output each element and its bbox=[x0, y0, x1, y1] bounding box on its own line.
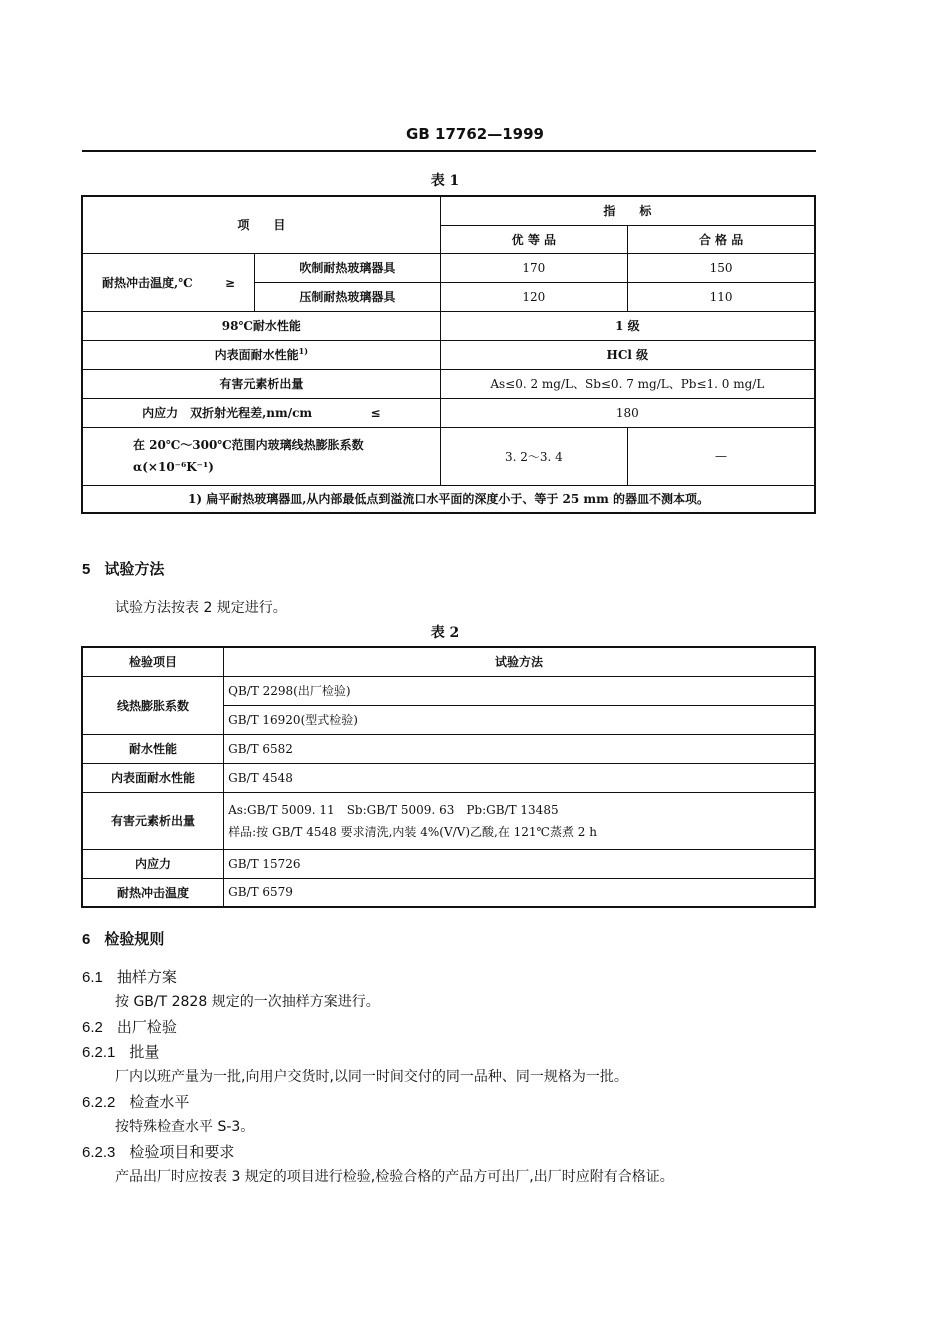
table1-header-qualified: 合 格 品 bbox=[628, 225, 815, 253]
thermal-shock-op: ≥ bbox=[224, 275, 236, 290]
t2-water-item: 耐水性能 bbox=[82, 734, 224, 763]
s623-number: 6.2.3 bbox=[82, 1144, 116, 1161]
section6-number: 6 bbox=[82, 931, 91, 948]
t2-stress-item: 内应力 bbox=[82, 849, 224, 878]
t2-harmful-item: 有害元素析出量 bbox=[82, 792, 224, 849]
s62-number: 6.2 bbox=[82, 1019, 103, 1036]
table1-header-indicator: 指 标 bbox=[440, 196, 815, 225]
water98-label: 98℃耐水性能 bbox=[82, 311, 440, 340]
table2-caption: 表 2 bbox=[430, 625, 460, 641]
s622-heading bbox=[82, 1091, 189, 1112]
table1-footnote: 1) 扁平耐热玻璃器皿,从内部最低点到溢流口水平面的深度小于、等于 25 mm 的器皿不测本项。 bbox=[82, 485, 815, 513]
t2-expansion-item: 线热膨胀系数 bbox=[82, 676, 224, 734]
section6-heading bbox=[82, 928, 164, 949]
thermal-shock-label: 耐热冲击温度,℃ bbox=[102, 275, 193, 290]
section5-number: 5 bbox=[82, 561, 91, 578]
thermal-shock-sub1-qualified: 150 bbox=[628, 253, 815, 282]
s62-title: 出厂检验 bbox=[116, 1018, 177, 1036]
table1-caption: 表 1 bbox=[430, 173, 460, 189]
s61-title: 抽样方案 bbox=[116, 968, 177, 986]
section5-heading bbox=[82, 558, 164, 579]
thermal-shock-sub1-name: 吹制耐热玻璃器具 bbox=[255, 253, 441, 282]
s623-heading bbox=[82, 1141, 234, 1162]
stress-label: 内应力 双折射光程差,nm/cm bbox=[142, 406, 313, 420]
t2-thermal-shock-method: GB/T 6579 bbox=[224, 878, 815, 907]
water98-value: 1 级 bbox=[440, 311, 815, 340]
s622-text: 按特殊检查水平 S-3。 bbox=[115, 1119, 255, 1135]
thermal-shock-sub2-premium: 120 bbox=[440, 282, 627, 311]
table1-header-premium: 优 等 品 bbox=[440, 225, 627, 253]
t2-inner-water-method: GB/T 4548 bbox=[224, 763, 815, 792]
expansion-qualified: — bbox=[628, 427, 815, 485]
section5-title: 试验方法 bbox=[104, 560, 165, 578]
inner-water-label-cell bbox=[82, 340, 440, 369]
table2-col-method: 试验方法 bbox=[224, 647, 815, 676]
s62-heading bbox=[82, 1016, 177, 1037]
stress-label-cell bbox=[82, 398, 440, 427]
thermal-shock-sub2-qualified: 110 bbox=[628, 282, 815, 311]
expansion-premium: 3. 2～3. 4 bbox=[440, 427, 627, 485]
table1-header-item: 项 目 bbox=[82, 196, 440, 253]
s622-title: 检查水平 bbox=[129, 1093, 190, 1111]
t2-inner-water-item: 内表面耐水性能 bbox=[82, 763, 224, 792]
t2-harmful-method2: 样品:按 GB/T 4548 要求清洗,内装 4%(V/V)乙酸,在 121℃蒸煮 2 h bbox=[228, 824, 597, 839]
header-divider bbox=[82, 150, 816, 152]
t2-thermal-shock-item: 耐热冲击温度 bbox=[82, 878, 224, 907]
table2 bbox=[81, 646, 816, 908]
standard-code-header: GB 17762—1999 bbox=[406, 125, 544, 143]
inner-water-label: 内表面耐水性能 bbox=[214, 348, 299, 362]
expansion-label-line2: α(×10⁻⁶K⁻¹) bbox=[133, 460, 214, 474]
table1 bbox=[81, 195, 816, 514]
expansion-label-line1: 在 20℃～300℃范围内玻璃线热膨胀系数 bbox=[133, 438, 364, 452]
harmful-value: As≤0. 2 mg/L、Sb≤0. 7 mg/L、Pb≤1. 0 mg/L bbox=[440, 369, 815, 398]
s622-number: 6.2.2 bbox=[82, 1094, 116, 1111]
thermal-shock-sub2-name: 压制耐热玻璃器具 bbox=[255, 282, 441, 311]
s623-title: 检验项目和要求 bbox=[129, 1143, 235, 1161]
t2-harmful-method1: As:GB/T 5009. 11 Sb:GB/T 5009. 63 Pb:GB/T 13485 bbox=[228, 802, 559, 817]
section5-text: 试验方法按表 2 规定进行。 bbox=[115, 600, 287, 616]
t2-expansion-method1: QB/T 2298(出厂检验) bbox=[224, 676, 815, 705]
section6-title: 检验规则 bbox=[104, 930, 165, 948]
s61-text: 按 GB/T 2828 规定的一次抽样方案进行。 bbox=[115, 994, 380, 1010]
thermal-shock-sub1-premium: 170 bbox=[440, 253, 627, 282]
s621-heading bbox=[82, 1041, 159, 1062]
s623-text: 产品出厂时应按表 3 规定的项目进行检验,检验合格的产品方可出厂,出厂时应附有合格证。 bbox=[115, 1169, 674, 1185]
table2-col-item: 检验项目 bbox=[82, 647, 224, 676]
harmful-label: 有害元素析出量 bbox=[82, 369, 440, 398]
stress-value: 180 bbox=[440, 398, 815, 427]
inner-water-value: HCl 级 bbox=[440, 340, 815, 369]
footnote-marker: 1) bbox=[298, 346, 309, 356]
t2-water-method: GB/T 6582 bbox=[224, 734, 815, 763]
s621-number: 6.2.1 bbox=[82, 1044, 116, 1061]
s621-title: 批量 bbox=[129, 1043, 160, 1061]
stress-op: ≤ bbox=[370, 406, 381, 420]
t2-expansion-method2: GB/T 16920(型式检验) bbox=[224, 705, 815, 734]
s621-text: 厂内以班产量为一批,向用户交货时,以同一时间交付的同一品种、同一规格为一批。 bbox=[115, 1069, 628, 1085]
t2-stress-method: GB/T 15726 bbox=[224, 849, 815, 878]
s61-heading bbox=[82, 966, 177, 987]
t2-harmful-method-cell bbox=[224, 792, 815, 849]
expansion-label-cell bbox=[82, 427, 440, 485]
thermal-shock-label-cell bbox=[82, 253, 255, 311]
s61-number: 6.1 bbox=[82, 969, 103, 986]
